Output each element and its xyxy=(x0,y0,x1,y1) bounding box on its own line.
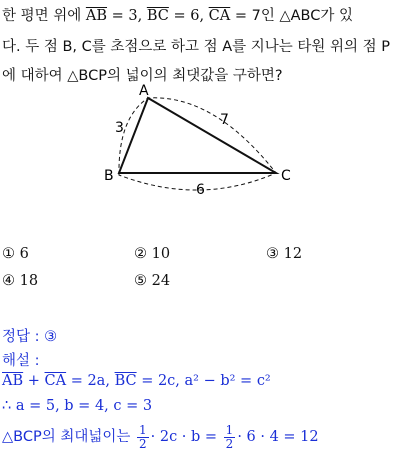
answer-label: 정답 : xyxy=(2,329,45,345)
problem-text: 한 평면 위에 xyxy=(2,8,86,24)
segment-ca: $\overline{CA}$ xyxy=(44,373,67,389)
label-bc: 6 xyxy=(196,182,205,198)
problem-line-3: 에 대하여 △BCP의 넓이의 최댓값을 구하면? xyxy=(2,68,283,84)
triangle-ellipse-figure xyxy=(0,0,400,210)
choice-mark: ④ xyxy=(2,273,15,289)
choice-4[interactable] xyxy=(2,273,38,289)
choice-3[interactable] xyxy=(266,246,302,262)
fraction-denominator: 2 xyxy=(138,436,147,451)
equation-text: + xyxy=(23,373,45,389)
choice-mark: ② xyxy=(134,246,147,262)
answer-mark: ③ xyxy=(44,329,58,345)
segment-ab: $\overline{AB}$ xyxy=(2,373,24,389)
solution-line-2: ∴ a = 5, b = 4, c = 3 xyxy=(2,398,153,414)
equation-text: = 2a, xyxy=(66,373,115,389)
segment-bc: $\overline{BC}$ xyxy=(146,8,169,24)
label-ac: 7 xyxy=(220,112,229,128)
solution-text: △BCP의 최대넓이는 xyxy=(2,429,135,446)
choice-mark: ① xyxy=(2,246,15,262)
label-b: B xyxy=(104,168,114,184)
fraction-numerator: 1 xyxy=(225,423,234,437)
choice-mark: ③ xyxy=(266,246,279,262)
label-c: C xyxy=(281,168,291,184)
equation-text: · 2c · b = xyxy=(150,429,222,446)
equation-text: = 2c, a² − b² = c² xyxy=(136,373,271,389)
problem-text: = 7인 △ABC가 있 xyxy=(230,8,353,24)
fraction-half xyxy=(137,424,149,450)
equation-text: · 6 · 4 = 12 xyxy=(237,429,319,446)
choice-1[interactable] xyxy=(2,246,29,262)
choice-value: 24 xyxy=(151,273,171,289)
segment-bc: $\overline{BC}$ xyxy=(114,373,137,389)
choice-mark: ⑤ xyxy=(134,273,147,289)
choice-2[interactable] xyxy=(134,246,170,262)
fraction-half xyxy=(224,424,236,450)
label-a: A xyxy=(139,83,149,99)
solution-line-3 xyxy=(2,424,319,450)
choice-value: 18 xyxy=(19,273,39,289)
triangle-abc xyxy=(119,98,276,173)
choice-value: 6 xyxy=(19,246,29,262)
answer-line xyxy=(2,325,57,346)
label-ab: 3 xyxy=(115,120,124,136)
segment-ab: $\overline{AB}$ xyxy=(85,8,108,24)
choice-value: 12 xyxy=(283,246,303,262)
problem-line-2: 다. 두 점 B, C를 초점으로 하고 점 A를 지나는 타원 위의 점 P xyxy=(2,39,391,55)
segment-ca: $\overline{CA}$ xyxy=(208,8,231,24)
choice-value: 10 xyxy=(151,246,171,262)
fraction-numerator: 1 xyxy=(138,423,147,437)
equation-text: = 6, xyxy=(168,8,209,24)
fraction-denominator: 2 xyxy=(225,436,234,451)
solution-heading: 해설 : xyxy=(2,353,40,369)
choice-5[interactable] xyxy=(134,273,170,289)
solution-line-1 xyxy=(2,373,271,389)
equation-text: = 3, xyxy=(107,8,147,24)
